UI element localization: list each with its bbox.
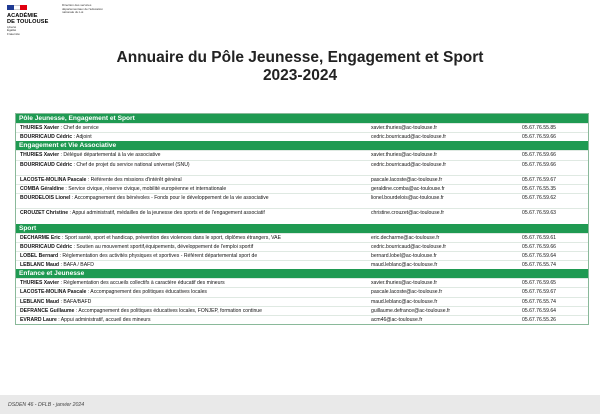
phone-number: 05.67.76.55.35 [522, 185, 556, 192]
person-cell [20, 261, 94, 269]
academie-logo [5, 3, 65, 43]
email-link[interactable]: guillaume.defrance@ac-toulouse.fr [371, 307, 451, 314]
table-row [16, 208, 588, 217]
phone-number: 05.67.76.59.61 [522, 234, 556, 241]
person-role: Adjoint [76, 134, 92, 141]
email-link[interactable]: acm46@ac-toulouse.fr [371, 317, 423, 323]
person-role: Appui administratif, médailles de la jeunesse des sports et de l'engagement associatif [72, 210, 265, 217]
separator: : [86, 289, 91, 296]
footer-note: DSDEN 46 - DFLB - janvier 2024 [8, 402, 85, 408]
person-cell [20, 298, 91, 306]
phone-number: 05.67.76.59.67 [522, 176, 556, 183]
separator: : [59, 262, 64, 269]
email-link[interactable]: cedric.bourricaud@ac-toulouse.fr [371, 134, 447, 141]
phone-number: 05.67.76.59.67 [522, 289, 556, 296]
table-row [16, 306, 588, 315]
table-row [16, 132, 588, 141]
person-name: DECHARME Eric [20, 234, 61, 241]
table-row [16, 233, 588, 242]
phone-number: 05.67.76.59.66 [522, 243, 556, 250]
person-cell [20, 161, 190, 169]
separator: : [60, 234, 65, 241]
table-row [16, 242, 588, 251]
person-cell [20, 243, 253, 251]
person-role: Accompagnement des politiques éducatives locales, FONJEP, formation continue [78, 307, 262, 314]
directory-table [15, 113, 589, 325]
email-link[interactable]: geraldine.comba@ac-toulouse.fr [371, 185, 445, 192]
person-name: THURIES Xavier [20, 125, 60, 131]
person-cell [20, 151, 160, 159]
table-row [16, 193, 588, 202]
person-cell [20, 124, 99, 132]
section-header: Sport [16, 224, 588, 233]
person-cell [20, 316, 151, 324]
separator: : [56, 317, 61, 323]
person-cell [20, 252, 257, 260]
phone-number: 05.67.76.59.66 [522, 134, 556, 141]
phone-number: 05.67.76.59.63 [522, 210, 556, 217]
table-row [16, 175, 588, 184]
person-name: CROUZET Christine [20, 210, 69, 217]
page-title: Annuaire du Pôle Jeunesse, Engagement et Sport [116, 49, 484, 66]
phone-number: 05.67.76.55.26 [522, 317, 556, 323]
person-role: Appui administratif, accueil des mineurs [60, 317, 151, 323]
phone-number: 05.67.76.59.64 [522, 307, 556, 314]
table-row [16, 184, 588, 193]
person-role: Service civique, réserve civique, mobilité européenne et internationale [68, 185, 227, 192]
person-role: Accompagnement des bénévoles - Fonds pour le développement de la vie associative [74, 195, 269, 202]
person-role: Accompagnement des politiques éducatives locales [90, 289, 207, 296]
table-row [16, 297, 588, 306]
table-row [16, 251, 588, 260]
motto: Liberté Égalité Fraternité [7, 25, 20, 36]
table-row [16, 260, 588, 269]
email-link[interactable]: lionel.bourdelois@ac-toulouse.fr [371, 195, 444, 202]
person-role: BAFA/BAFD [63, 298, 92, 305]
person-name: THURIES Xavier [20, 152, 60, 159]
person-cell [20, 234, 281, 242]
person-role: Délégué départemental à la vie associative [63, 152, 161, 159]
person-name: BOURRICAUD Cédric [20, 134, 73, 141]
logo-text: ACADÉMIE DE TOULOUSE [7, 13, 49, 25]
email-link[interactable]: pascale.lacoste@ac-toulouse.fr [371, 176, 443, 183]
person-cell [20, 288, 207, 296]
person-cell [20, 194, 269, 202]
person-role: Chef de service [63, 125, 99, 131]
email-link[interactable]: christine.crouzet@ac-toulouse.fr [371, 210, 445, 217]
table-row [16, 150, 588, 159]
table-row [16, 278, 588, 287]
email-link[interactable]: maud.leblanc@ac-toulouse.fr [371, 298, 438, 305]
phone-number: 05.67.76.55.85 [522, 125, 556, 131]
person-name: LEBLANC Maud [20, 262, 60, 269]
separator: : [74, 307, 79, 314]
person-role: Sport santé, sport et handicap, prévention des violences dans le sport, diplômes étrangers, VAE [64, 234, 281, 241]
person-name: EVRARD Laure [20, 317, 57, 323]
email-link[interactable]: pascale.lacoste@ac-toulouse.fr [371, 289, 443, 296]
person-name: BOURDELOIS Lionel [20, 195, 71, 202]
email-link[interactable]: xavier.thuries@ac-toulouse.fr [371, 280, 438, 287]
person-name: BOURRICAUD Cédric [20, 243, 73, 250]
separator: : [59, 280, 64, 287]
table-row [16, 287, 588, 296]
person-role: Soutien au mouvement sportif,équipements, développement de l'emploi sportif [76, 243, 254, 250]
person-role: Chef de projet du service national universel (SNU) [76, 161, 190, 168]
separator: : [59, 298, 64, 305]
person-name: LEBLANC Maud [20, 298, 60, 305]
person-name: DEFRANCE Guillaume [20, 307, 75, 314]
person-cell [20, 279, 225, 287]
person-cell [20, 307, 262, 315]
section-header: Enfance et Jeunesse [16, 269, 588, 278]
phone-number: 05.67.76.59.66 [522, 152, 556, 159]
phone-number: 05.67.76.55.74 [522, 262, 556, 269]
separator: : [72, 243, 77, 250]
phone-number: 05.67.76.55.74 [522, 298, 556, 305]
phone-number: 05.67.76.59.66 [522, 161, 556, 168]
email-link[interactable]: bernard.lobel@ac-toulouse.fr [371, 252, 437, 259]
table-row [16, 123, 588, 132]
person-name: THURIES Xavier [20, 280, 60, 287]
separator: : [72, 134, 77, 141]
person-cell [20, 185, 226, 193]
person-name: LACOSTE-MOLINA Pascale [20, 289, 87, 296]
person-cell [20, 176, 182, 184]
person-name: BOURRICAUD Cédric [20, 161, 73, 168]
table-row [16, 315, 588, 324]
section-header: Engagement et Vie Associative [16, 141, 588, 150]
phone-number: 05.67.76.59.62 [522, 195, 556, 202]
section-header: Pôle Jeunesse, Engagement et Sport [16, 114, 588, 123]
separator: : [59, 125, 64, 131]
separator: : [63, 185, 69, 192]
separator: : [86, 176, 91, 183]
person-name: LACOSTE-MOLINA Pascale [20, 176, 87, 183]
marianne-flag-icon [7, 5, 27, 10]
person-role: Réglementation des accueils collectifs à caractère éducatif des mineurs [63, 280, 225, 287]
email-link[interactable]: cedric.bourricaud@ac-toulouse.fr [371, 243, 447, 250]
separator: : [70, 195, 75, 202]
person-role: BAFA / BAFD [63, 262, 94, 269]
person-role: Référente des missions d'intérêt général [90, 176, 182, 183]
person-role: Réglementation des activités physiques et sportives - Référent départemental sport de [62, 252, 258, 259]
email-link[interactable]: cedric.bourricaud@ac-toulouse.fr [371, 161, 447, 168]
person-cell [20, 209, 265, 217]
email-link[interactable]: xavier.thuries@ac-toulouse.fr [371, 125, 438, 131]
phone-number: 05.67.76.59.64 [522, 252, 556, 259]
person-cell [20, 133, 92, 141]
dsden-label: Direction des services départementaux de l'éducation nationale du Lot [62, 3, 103, 15]
separator: : [59, 152, 64, 159]
person-name: LOBEL Bernard [20, 252, 59, 259]
separator: : [58, 252, 63, 259]
separator: : [68, 210, 73, 217]
phone-number: 05.67.76.59.65 [522, 280, 556, 287]
email-link[interactable]: maud.leblanc@ac-toulouse.fr [371, 262, 438, 269]
page-year: 2023-2024 [262, 67, 338, 84]
table-row [16, 160, 588, 169]
email-link[interactable]: eric.decharme@ac-toulouse.fr [371, 234, 440, 241]
email-link[interactable]: xavier.thuries@ac-toulouse.fr [371, 152, 438, 159]
separator: : [72, 161, 77, 168]
person-name: COMBA Géraldine [20, 185, 64, 192]
